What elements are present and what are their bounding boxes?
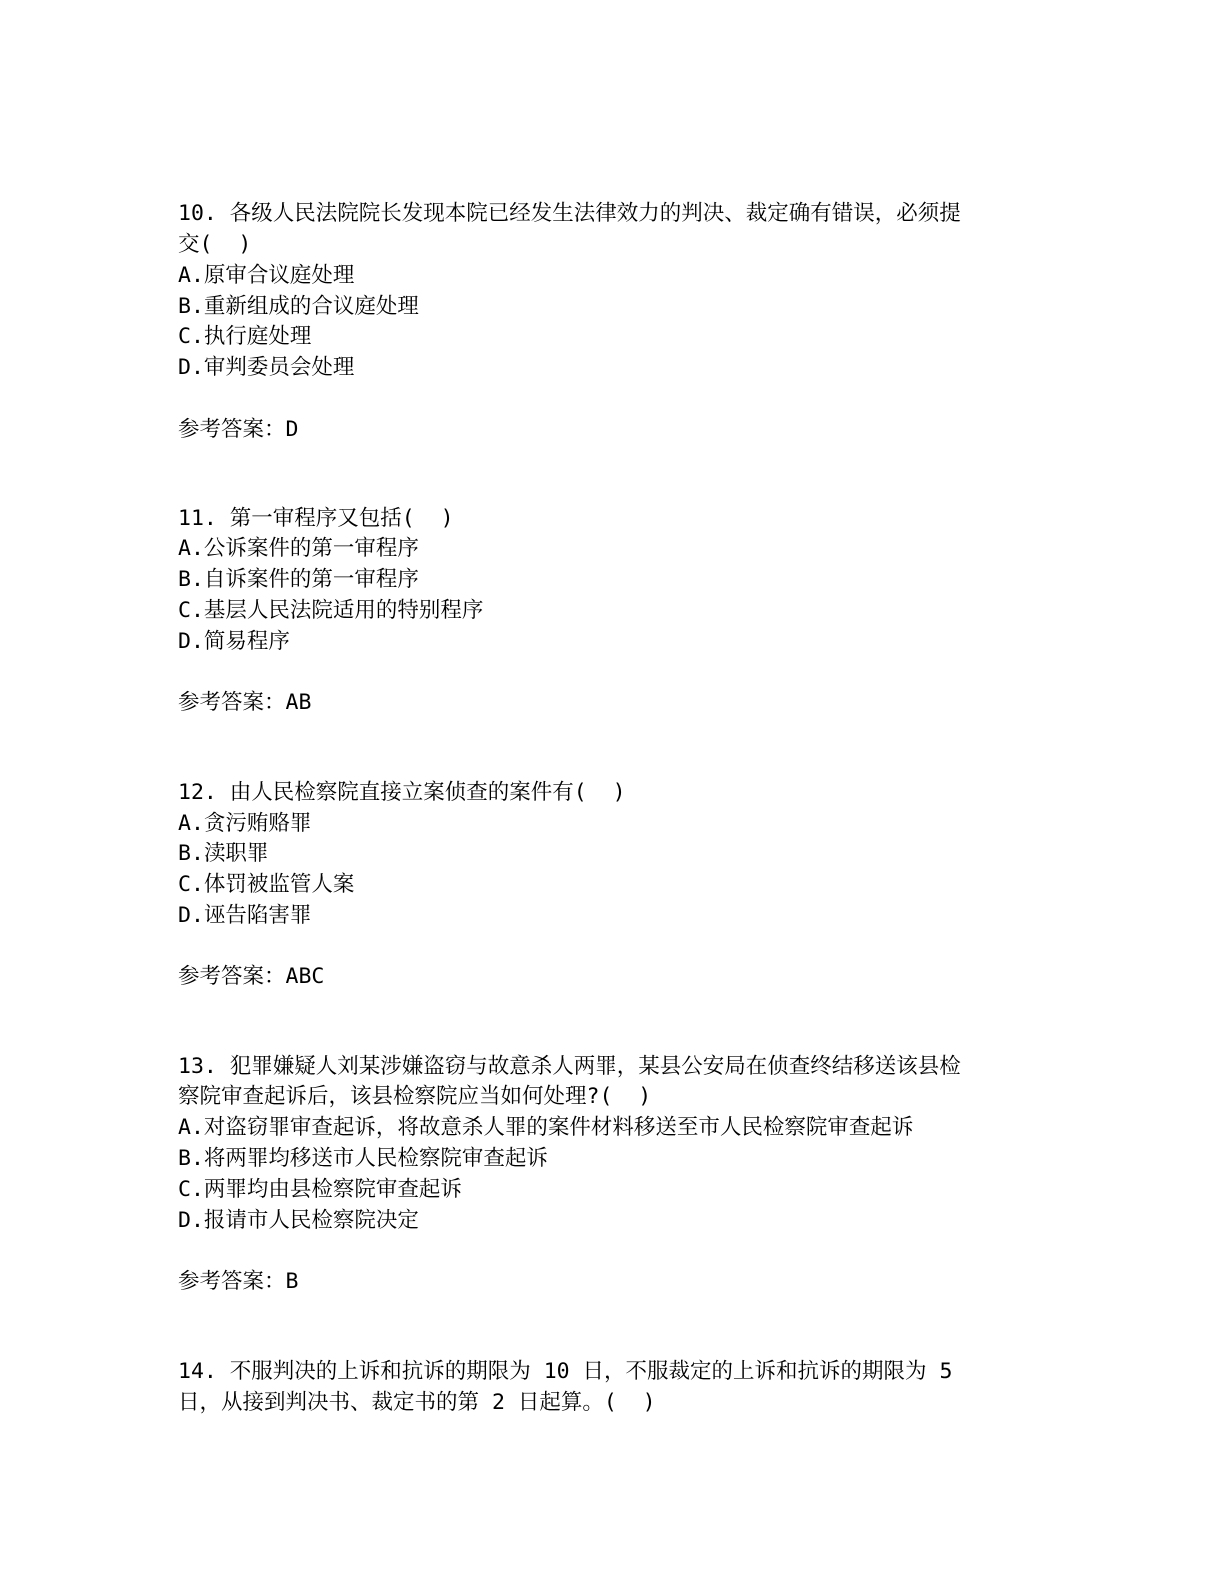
question-stem: 10. 各级人民法院院长发现本院已经发生法律效力的判决、裁定确有错误，必须提 — [178, 201, 961, 226]
option-c: C.两罪均由县检察院审查起诉 — [178, 1177, 462, 1202]
question-stem: 11. 第一审程序又包括( ) — [178, 506, 454, 531]
option-d: D.报请市人民检察院决定 — [178, 1208, 419, 1233]
option-b: B.渎职罪 — [178, 841, 269, 866]
reference-answer: 参考答案：B — [178, 1269, 299, 1294]
option-a: A.贪污贿赂罪 — [178, 811, 312, 836]
option-b: B.自诉案件的第一审程序 — [178, 567, 419, 592]
option-a: A.对盗窃罪审查起诉，将故意杀人罪的案件材料移送至市人民检察院审查起诉 — [178, 1115, 914, 1140]
option-b: B.将两罪均移送市人民检察院审查起诉 — [178, 1146, 548, 1171]
option-d: D.简易程序 — [178, 629, 290, 654]
reference-answer: 参考答案：AB — [178, 690, 312, 715]
option-a: A.原审合议庭处理 — [178, 263, 355, 288]
reference-answer: 参考答案：ABC — [178, 964, 325, 989]
option-c: C.体罚被监管人案 — [178, 872, 355, 897]
question-stem: 日，从接到判决书、裁定书的第 2 日起算。( ) — [178, 1390, 656, 1415]
option-a: A.公诉案件的第一审程序 — [178, 536, 419, 561]
option-c: C.执行庭处理 — [178, 324, 312, 349]
question-stem: 12. 由人民检察院直接立案侦查的案件有( ) — [178, 780, 626, 805]
question-stem: 察院审查起诉后，该县检察院应当如何处理?( ) — [178, 1084, 652, 1109]
option-d: D.诬告陷害罪 — [178, 903, 312, 928]
option-d: D.审判委员会处理 — [178, 355, 355, 380]
question-stem: 14. 不服判决的上诉和抗诉的期限为 10 日，不服裁定的上诉和抗诉的期限为 5 — [178, 1359, 953, 1384]
option-c: C.基层人民法院适用的特别程序 — [178, 598, 484, 623]
question-stem: 交( ) — [178, 232, 252, 257]
reference-answer: 参考答案：D — [178, 417, 299, 442]
question-stem: 13. 犯罪嫌疑人刘某涉嫌盗窃与故意杀人两罪，某县公安局在侦查终结移送该县检 — [178, 1054, 961, 1079]
option-b: B.重新组成的合议庭处理 — [178, 294, 419, 319]
